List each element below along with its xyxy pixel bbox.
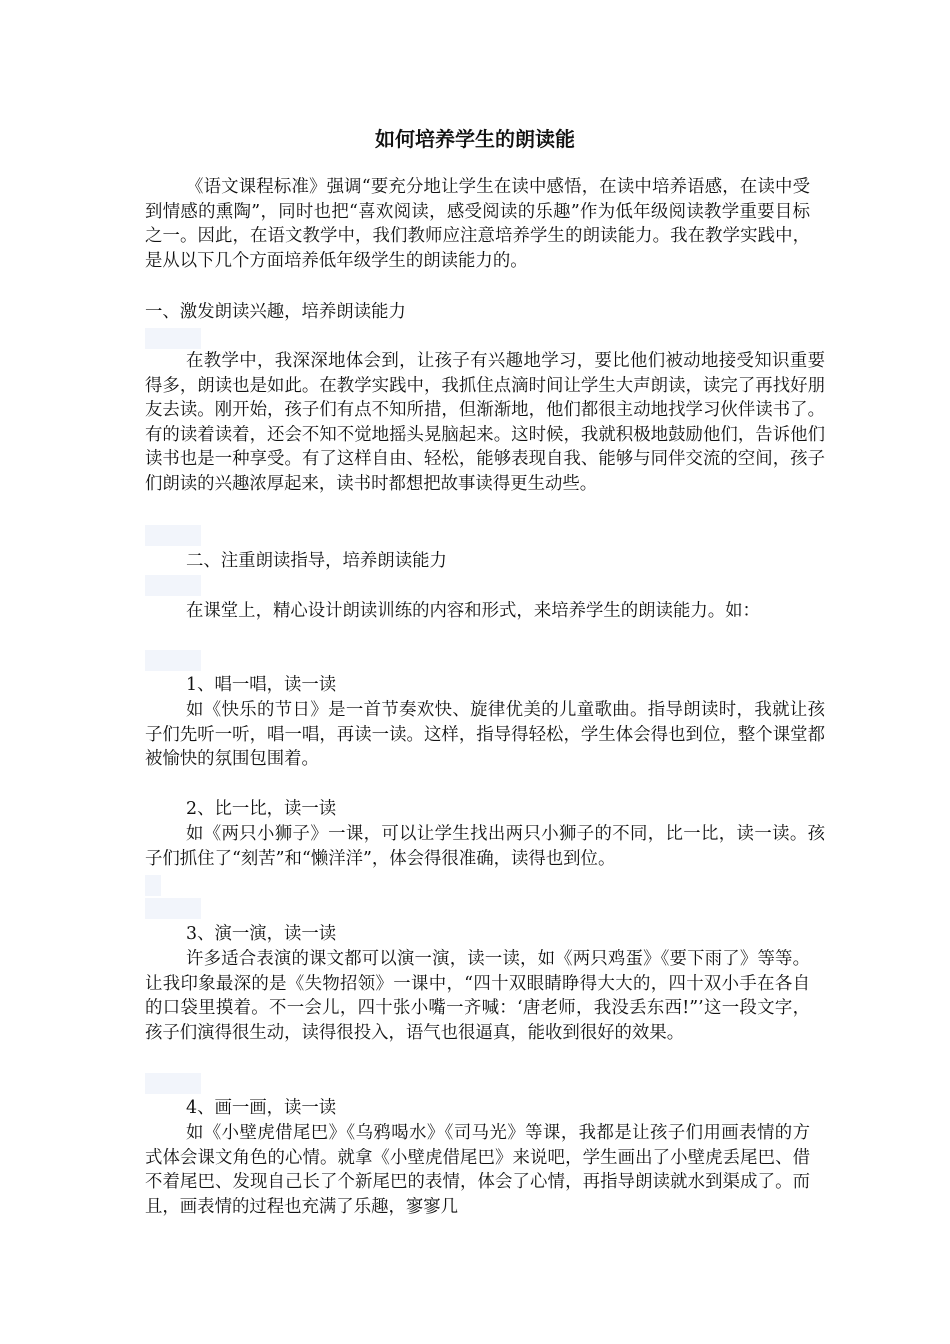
item-2-body: 如《两只小狮子》一课，可以让学生找出两只小狮子的不同，比一比，读一读。孩子们抓住了“刻苦”和“懒洋洋”，体会得很准确，读得也到位。 xyxy=(145,824,825,869)
section-2-heading: 二、注重朗读指导，培养朗读能力 xyxy=(186,551,447,571)
blank-line-shade xyxy=(145,575,201,596)
blank-line-shade xyxy=(145,1073,201,1094)
blank-line-shade xyxy=(145,650,201,671)
item-3-heading: 3、演一演，读一读 xyxy=(186,924,337,944)
section-2-body: 在课堂上，精心设计朗读训练的内容和形式，来培养学生的朗读能力。如： xyxy=(186,601,760,621)
item-1-heading: 1、唱一唱，读一读 xyxy=(186,675,337,695)
section-1-heading: 一、激发朗读兴趣，培养朗读能力 xyxy=(145,302,406,322)
item-4-body: 如《小壁虎借尾巴》《乌鸦喝水》《司马光》等课，我都是让孩子们用画表情的方式体会课文角色的心情。就拿《小壁虎借尾巴》来说吧，学生画出了小壁虎丢尾巴、借不着尾巴、发现自己长了个新尾巴的表情，体会了心情，再指导朗读就水到渠成了。而且，画表情的过程也充满了乐趣，寥寥几 xyxy=(145,1123,810,1217)
item-2-heading: 2、比一比，读一读 xyxy=(186,799,337,819)
blank-line-shade xyxy=(145,875,161,896)
blank-line-shade xyxy=(145,525,201,546)
item-1-body: 如《快乐的节日》是一首节奏欢快、旋律优美的儿童歌曲。指导朗读时，我就让孩子们先听一听，唱一唱，再读一读。这样，指导得轻松，学生体会得也到位，整个课堂都被愉快的氛围包围着。 xyxy=(145,700,825,769)
intro-paragraph: 《语文课程标准》强调“要充分地让学生在读中感悟，在读中培养语感，在读中受到情感的熏陶”，同时也把“喜欢阅读，感受阅读的乐趣”作为低年级阅读教学重要目标之一。因此，在语文教学中，我们教师应注意培养学生的朗读能力。我在教学实践中，是从以下几个方面培养低年级学生的朗读能力的。 xyxy=(145,177,810,271)
document-title: 如何培养学生的朗读能 xyxy=(375,127,575,151)
blank-line-shade xyxy=(145,328,201,349)
item-3-body: 许多适合表演的课文都可以演一演，读一读，如《两只鸡蛋》《要下雨了》等等。让我印象最深的是《失物招领》一课中，“四十双眼睛睁得大大的，四十双小手在各自的口袋里摸着。不一会儿，四十张小嘴一齐喊：‘唐老师，我没丢东西!”’这一段文字，孩子们演得很生动，读得很投入，语气也很逼真，能收到很好的效果。 xyxy=(145,949,810,1043)
blank-line-shade xyxy=(145,898,201,919)
section-1-body: 在教学中，我深深地体会到，让孩子有兴趣地学习，要比他们被动地接受知识重要得多，朗读也是如此。在教学实践中，我抓住点滴时间让学生大声朗读，读完了再找好朋友去读。刚开始，孩子们有点不知所措，但渐渐地，他们都很主动地找学习伙伴读书了。有的读着读着，还会不知不觉地摇头晃脑起来。这时候，我就积极地鼓励他们，告诉他们读书也是一种享受。有了这样自由、轻松，能够表现自我、能够与同伴交流的空间，孩子们朗读的兴趣浓厚起来，读书时都想把故事读得更生动些。 xyxy=(145,351,825,494)
item-4-heading: 4、画一画，读一读 xyxy=(186,1098,337,1118)
